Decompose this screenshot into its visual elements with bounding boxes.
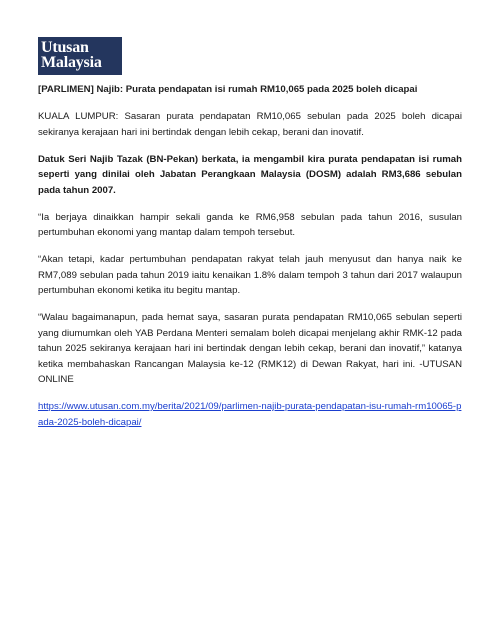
article-headline: [PARLIMEN] Najib: Purata pendapatan isi rumah RM10,065 pada 2025 boleh dicapai — [38, 84, 418, 95]
article-source-link[interactable]: https://www.utusan.com.my/berita/2021/09/parlimen-najib-purata-pendapatan-isu-rumah-rm10065-pada-2025-boleh-dicapai/ — [38, 401, 462, 428]
article-paragraph: “Akan tetapi, kadar pertumbuhan pendapatan rakyat telah jauh menyusut dan hanya naik ke RM7,089 sebulan pada tahun 2019 iaitu kenaikan 1.8% dalam tempoh 3 tahun dari 2017 walaupun pertumbuhan ekonomi ketika itu begitu mantap. — [38, 254, 462, 296]
logo-line-1: Utusan — [41, 39, 89, 56]
article-body — [38, 82, 462, 442]
article-paragraph: KUALA LUMPUR: Sasaran purata pendapatan RM10,065 sebulan pada 2025 boleh dicapai sekiranya kerajaan hari ini bertindak dengan lebih cekap, berani dan inovatif. — [38, 111, 462, 138]
article-paragraph: “Ia berjaya dinaikkan hampir sekali ganda ke RM6,958 sebulan pada tahun 2016, susulan pertumbuhan ekonomi yang mantap dalam tempoh tersebut. — [38, 211, 462, 238]
article-paragraph-bold: Datuk Seri Najib Tazak (BN-Pekan) berkata, ia mengambil kira purata pendapatan isi rumah seperti yang dinilai oleh Jabatan Perangkaan Malaysia (DOSM) adalah RM3,686 sebulan pada tahun 2007. — [38, 153, 462, 196]
utusan-malaysia-logo — [38, 37, 122, 75]
article-paragraph: “Walau bagaimanapun, pada hemat saya, sasaran purata pendapatan RM10,065 sebulan seperti yang diumumkan oleh YAB Perdana Menteri semalam boleh dicapai menjelang akhir RMK-12 pada tahun 2025 sekiranya kerajaan hari ini bertindak dengan lebih cekap, berani dan inovatif,” katanya ketika membahaskan Rancangan Malaysia ke-12 (RMK12) di Dewan Rakyat, hari ini. -UTUSAN ONLINE — [38, 312, 462, 385]
logo-line-2: Malaysia — [41, 54, 102, 71]
